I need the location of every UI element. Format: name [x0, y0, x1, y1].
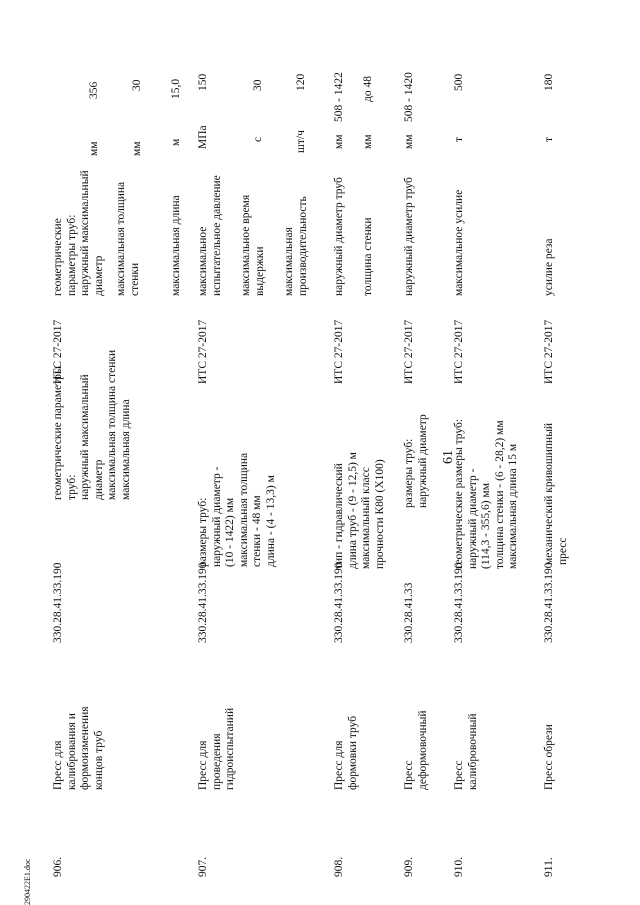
row-908-equipment-name: Пресс для формовки труб: [333, 715, 359, 790]
row-911-spec-1-name: усилие реза: [543, 238, 555, 296]
row-906-spec-2-value: 30: [131, 79, 143, 91]
page-number: 61: [441, 450, 456, 464]
row-907-spec-1-unit: МПа: [197, 125, 209, 149]
row-906-number: 906.: [52, 856, 64, 877]
row-906-spec-1-name: геометрические параметры труб: наружный максимальный диаметр: [52, 170, 105, 296]
row-907-spec-3-name: максимальная производительность: [283, 196, 309, 296]
row-907-parameters: размеры труб: наружный диаметр - (10 - 1422) мм максимальная толщина стенки - 48 мм длина - (4 - 13,3) м: [197, 452, 277, 567]
row-907-its-reference: ИТС 27-2017: [197, 319, 209, 384]
row-908-spec-1-value: 508 - 1422: [333, 72, 345, 122]
row-911-okpd-code: 330.28.41.33.190: [543, 562, 555, 643]
row-907-spec-2-name: максимальное время выдержки: [240, 194, 266, 296]
document-footer: [23, 845, 33, 905]
row-910-spec-1-value: 500: [453, 73, 465, 91]
row-908-spec-1-name: наружный диаметр труб: [333, 177, 345, 296]
row-911-spec-1-value: 180: [543, 73, 555, 91]
row-908-spec-2-name: толщина стенки: [362, 217, 374, 296]
row-909-spec-1-name: наружный диаметр труб: [403, 177, 415, 296]
row-910-spec-1-unit: т: [453, 136, 465, 142]
row-907-spec-3-unit: шт/ч: [295, 130, 307, 153]
file-name: 290422E1.doc: [23, 858, 32, 905]
row-909-spec-1-value: 508 - 1420: [403, 72, 415, 122]
row-910-number: 910.: [453, 856, 465, 877]
row-907-equipment-name: Пресс для проведения гидроиспытаний: [197, 707, 236, 790]
row-906-parameters: геометрические параметры труб: наружный максимальный диаметр максимальная толщина стенки максимальная длина: [52, 349, 132, 500]
row-906-equipment-name: Пресс для калибрования и формоизменения концов труб: [52, 706, 105, 790]
row-910-its-reference: ИТС 27-2017: [453, 319, 465, 384]
row-910-spec-1-name: максимальное усилие: [453, 189, 465, 296]
row-906-spec-3-unit: м: [170, 138, 182, 146]
row-909-number: 909.: [403, 856, 415, 877]
row-906-spec-3-value: 15,0: [170, 78, 182, 99]
row-908-spec-2-value: до 48: [362, 76, 374, 102]
row-910-parameters: геометрические размеры труб: наружный диаметр - (114,3 - 355,6) мм толщина стенки - (6 - 28,2) мм максимальная длина 15 м: [453, 418, 519, 569]
row-908-parameters: тип - гидравлический длина труб - (9 - 12,5) м максимальный класс прочности К80 (Х100): [333, 452, 386, 569]
row-909-equipment-name: Пресс деформовочный: [403, 710, 429, 790]
row-909-spec-1-unit: мм: [403, 134, 415, 149]
row-911-parameters: механический кривошипный пресс: [543, 422, 569, 565]
row-907-number: 907.: [197, 856, 209, 877]
row-908-spec-2-unit: мм: [362, 134, 374, 149]
row-911-spec-1-unit: т: [543, 136, 555, 142]
row-909-okpd-code: 330.28.41.33: [403, 582, 415, 643]
row-908-number: 908.: [333, 856, 345, 877]
row-910-okpd-code: 330.28.41.33.190: [453, 562, 465, 643]
row-908-okpd-code: 330.28.41.33.190: [333, 562, 345, 643]
row-909-its-reference: ИТС 27-2017: [403, 319, 415, 384]
row-911-number: 911.: [543, 857, 555, 877]
row-911-its-reference: ИТС 27-2017: [543, 319, 555, 384]
row-907-spec-2-unit: с: [252, 136, 264, 142]
row-907-okpd-code: 330.28.41.33.190: [197, 562, 209, 643]
row-907-spec-2-value: 30: [252, 79, 264, 91]
row-907-spec-3-value: 120: [295, 73, 307, 91]
row-908-its-reference: ИТС 27-2017: [333, 319, 345, 384]
row-911-equipment-name: Пресс обрези: [543, 724, 555, 790]
row-906-spec-3-name: максимальная длина: [170, 195, 182, 296]
row-910-equipment-name: Пресс калибровочный: [453, 713, 479, 790]
row-906-spec-1-value: 356: [88, 81, 100, 99]
row-906-its-reference: ИТС 27-2017: [52, 319, 64, 384]
row-906-spec-2-unit: мм: [131, 141, 143, 156]
row-909-parameters: размеры труб: наружный диаметр: [403, 414, 429, 508]
row-906-spec-1-unit: мм: [88, 141, 100, 156]
row-908-spec-1-unit: мм: [333, 134, 345, 149]
row-907-spec-1-value: 150: [197, 73, 209, 91]
row-906-spec-2-name: максимальная толщина стенки: [115, 181, 141, 296]
row-906-okpd-code: 330.28.41.33.190: [52, 562, 64, 643]
row-907-spec-1-name: максимальное испытательное давление: [197, 175, 223, 296]
